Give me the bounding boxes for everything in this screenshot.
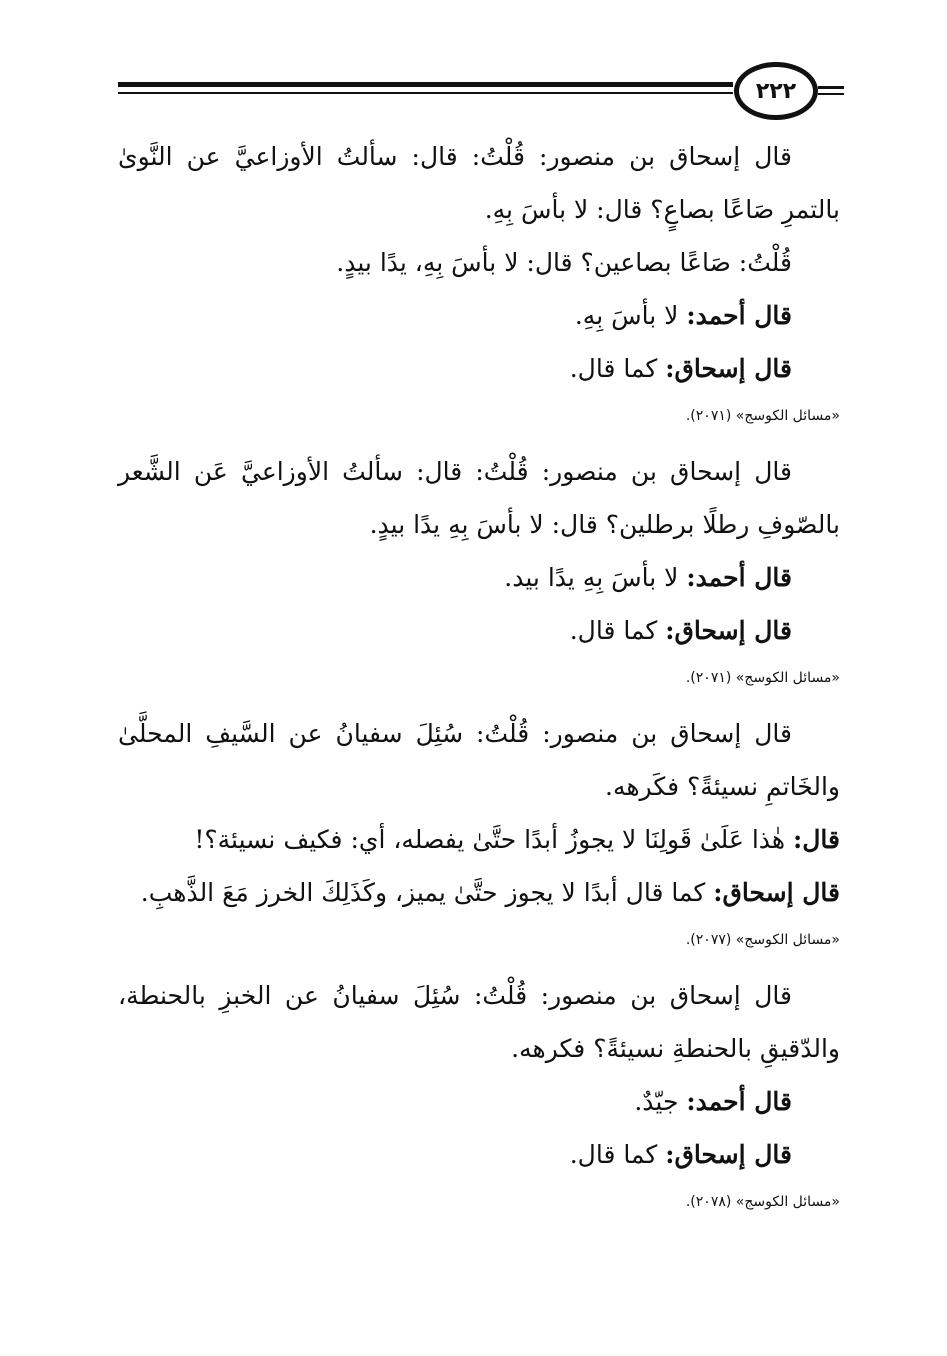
answer-line — [118, 551, 840, 604]
header-rule-right-thin — [818, 93, 844, 95]
header-rule-right — [818, 86, 844, 89]
answer-line — [118, 342, 840, 395]
question-paragraph: قال إسحاق بن منصور: قُلْتُ: قال: سألتُ الأوزاعيَّ عَن الشَّعر بالصّوفِ رطلًا برطلين؟ قال: لا بأسَ بِهِ يدًا بيدٍ. — [118, 457, 840, 539]
speaker-label: قال إسحاق: — [665, 1140, 792, 1169]
answer-text: جيّدٌ. — [634, 1087, 679, 1116]
answer-text: لا بأسَ بِهِ. — [574, 301, 679, 330]
question-paragraph: قال إسحاق بن منصور: قُلْتُ: سُئِلَ سفيانُ عن الخبزِ بالحنطة، والدّقيقِ بالحنطةِ نسيئةً؟ فكرهه. — [118, 981, 840, 1063]
entry — [118, 130, 840, 427]
page-number: ٢٢٢ — [755, 78, 797, 104]
answer-line — [118, 813, 840, 866]
answer-text: قُلْتُ: صَاعًا بصاعين؟ قال: لا بأسَ بِهِ، يدًا بيدٍ. — [336, 248, 792, 277]
entry — [118, 969, 840, 1213]
answer-line — [118, 289, 840, 342]
entry — [118, 707, 840, 951]
source-citation: «مسائل الكوسج» (٢٠٧١). — [685, 670, 840, 686]
answer-text: كما قال أبدًا لا يجوز حتَّىٰ يميز، وكَذَلِكَ الخرز مَعَ الذَّهبِ. — [140, 878, 706, 907]
speaker-label: قال أحمد: — [686, 563, 792, 592]
speaker-label: قال أحمد: — [686, 1087, 792, 1116]
speaker-label: قال إسحاق: — [665, 616, 792, 645]
answer-text: هٰذا عَلَىٰ قَولِنَا لا يجوزُ أبدًا حتَّىٰ يفصله، أي: فكيف نسيئة؟! — [194, 825, 786, 854]
answer-line — [118, 1075, 840, 1128]
header-rule — [118, 82, 733, 87]
entry — [118, 445, 840, 689]
answer-line — [118, 236, 840, 289]
answer-text: كما قال. — [569, 1140, 658, 1169]
answer-line — [118, 866, 840, 919]
answer-text: كما قال. — [569, 354, 658, 383]
speaker-label: قال: — [793, 825, 840, 854]
source-citation: «مسائل الكوسج» (٢٠٧٨). — [685, 1194, 840, 1210]
header-rule-thin — [118, 92, 733, 94]
speaker-label: قال إسحاق: — [713, 878, 840, 907]
source-citation: «مسائل الكوسج» (٢٠٧٧). — [685, 932, 840, 948]
page-number-badge — [734, 62, 818, 120]
answer-text: كما قال. — [569, 616, 658, 645]
answer-line — [118, 1128, 840, 1181]
speaker-label: قال إسحاق: — [665, 354, 792, 383]
question-paragraph: قال إسحاق بن منصور: قُلْتُ: قال: سألتُ الأوزاعيَّ عن النَّوىٰ بالتمرِ صَاعًا بصاعٍ؟ قال: لا بأسَ بِهِ. — [118, 142, 840, 224]
source-citation: «مسائل الكوسج» (٢٠٧١). — [685, 408, 840, 424]
page-content — [118, 130, 840, 1231]
speaker-label: قال أحمد: — [686, 301, 792, 330]
answer-line — [118, 604, 840, 657]
answer-text: لا بأسَ بِهِ يدًا بيد. — [504, 563, 679, 592]
question-paragraph: قال إسحاق بن منصور: قُلْتُ: سُئِلَ سفيانُ عن السَّيفِ المحلَّىٰ والخَاتمِ نسيئةً؟ فكَرهه. — [118, 719, 840, 801]
